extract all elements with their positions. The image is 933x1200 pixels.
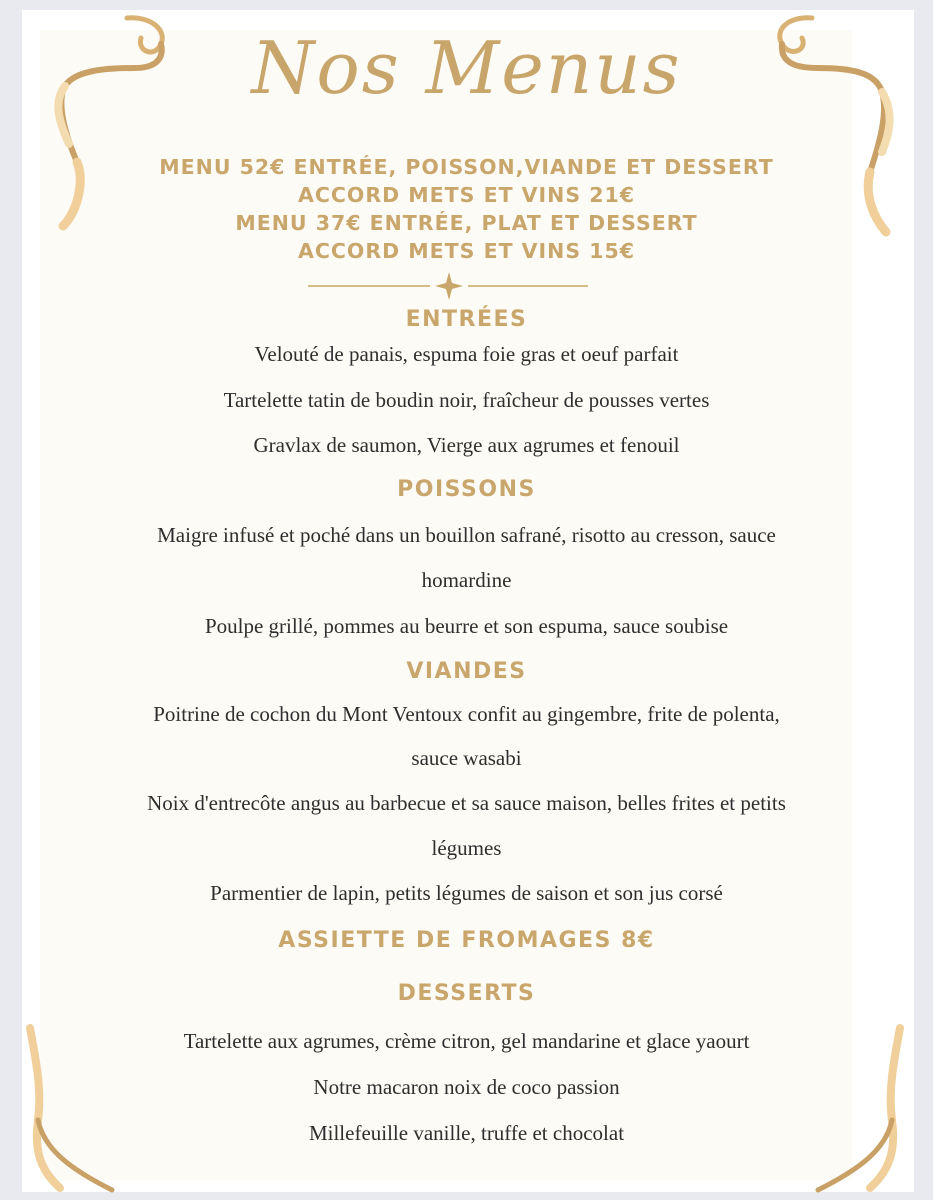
section-heading-entrees: ENTRÉES: [405, 307, 528, 332]
dish-item: Noix d'entrecôte angus au barbecue et sa sauce maison, belles frites et petits: [147, 791, 786, 815]
dish-item: Millefeuille vanille, truffe et chocolat: [308, 1121, 625, 1145]
dish-item: Notre macaron noix de coco passion: [313, 1075, 620, 1099]
dish-item: Tartelette aux agrumes, crème citron, gel mandarine et glace yaourt: [183, 1029, 750, 1053]
formula-line: ACCORD METS ET VINS 21€: [297, 183, 636, 207]
formula-line: MENU 37€ ENTRÉE, PLAT ET DESSERT: [235, 211, 698, 235]
dish-item: Maigre infusé et poché dans un bouillon safrané, risotto au cresson, sauce: [157, 523, 776, 547]
dish-item: homardine: [421, 568, 512, 592]
section-heading-viandes: VIANDES: [406, 659, 527, 684]
menu-title: Nos Menus: [251, 26, 682, 110]
dish-item: Parmentier de lapin, petits légumes de saison et son jus corsé: [210, 881, 723, 905]
dish-item: Velouté de panais, espuma foie gras et oeuf parfait: [254, 342, 679, 366]
section-heading-fromages: ASSIETTE DE FROMAGES 8€: [278, 928, 655, 953]
formula-line: ACCORD METS ET VINS 15€: [297, 239, 636, 263]
section-heading-desserts: DESSERTS: [397, 981, 536, 1006]
dish-item: Poulpe grillé, pommes au beurre et son espuma, sauce soubise: [204, 614, 729, 638]
star-divider: [0, 270, 933, 300]
dish-item: légumes: [431, 836, 502, 860]
dish-item: Poitrine de cochon du Mont Ventoux confit au gingembre, frite de polenta,: [153, 702, 780, 726]
dish-item: Tartelette tatin de boudin noir, fraîcheur de pousses vertes: [223, 388, 710, 412]
section-heading-poissons: POISSONS: [397, 477, 536, 502]
star-icon: [435, 272, 463, 300]
dish-item: Gravlax de saumon, Vierge aux agrumes et fenouil: [253, 433, 680, 457]
formula-line: MENU 52€ ENTRÉE, POISSON,VIANDE ET DESSERT: [159, 155, 774, 179]
dish-item: sauce wasabi: [411, 746, 522, 770]
